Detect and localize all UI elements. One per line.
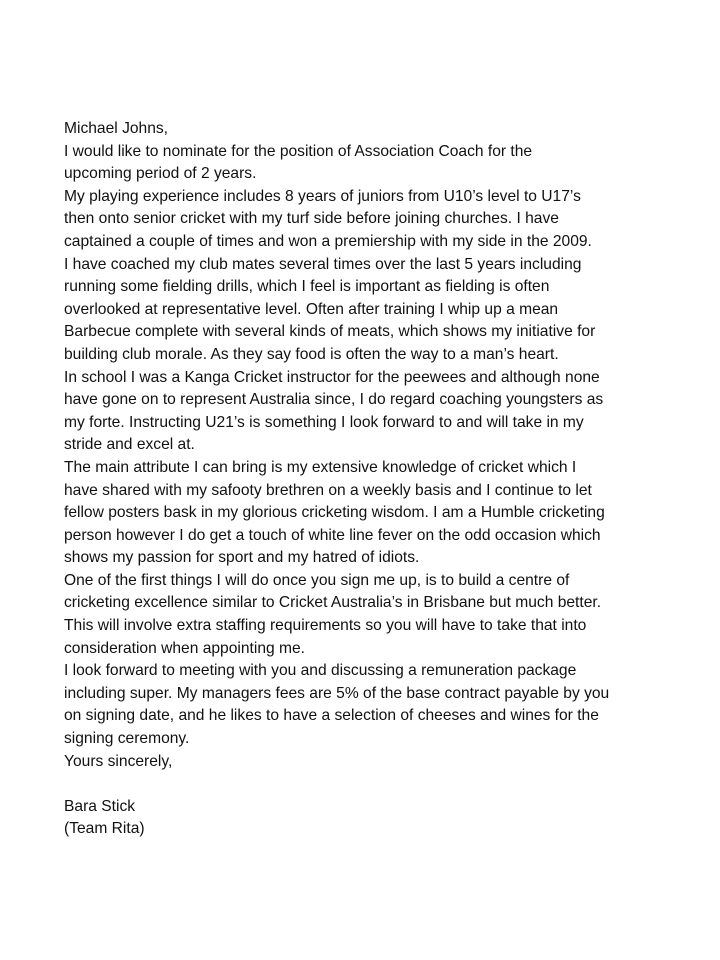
text-line: consideration when appointing me. <box>64 639 305 657</box>
text-line: My playing experience includes 8 years of juniors from U10’s level to U17’s <box>64 187 581 205</box>
text-line: fellow posters bask in my glorious cricketing wisdom. I am a Humble cricketing <box>64 504 605 522</box>
text-line: shows my passion for sport and my hatred of idiots. <box>64 549 420 567</box>
text-line: my forte. Instructing U21’s is something I look forward to and will take in my <box>64 413 584 431</box>
closing: Yours sincerely, <box>64 752 173 770</box>
text-line: cricketing excellence similar to Cricket Australia’s in Brisbane but much better. <box>64 594 602 612</box>
signature-name: Bara Stick <box>64 797 136 815</box>
text-line: This will involve extra staffing requirements so you will have to take that into <box>64 617 587 635</box>
paragraph <box>64 367 664 457</box>
text-line: person however I do get a touch of white line fever on the odd occasion which <box>64 526 601 544</box>
text-line: including super. My managers fees are 5% of the base contract payable by you <box>64 684 610 702</box>
text-line: on signing date, and he likes to have a selection of cheeses and wines for the <box>64 707 599 725</box>
paragraph <box>64 570 664 660</box>
text-line: I have coached my club mates several times over the last 5 years including <box>64 255 582 273</box>
text-line: I would like to nominate for the position of Association Coach for the <box>64 142 533 160</box>
letter-paragraphs <box>64 141 664 751</box>
text-line: The main attribute I can bring is my extensive knowledge of cricket which I <box>64 458 577 476</box>
text-line: captained a couple of times and won a premiership with my side in the 2009. <box>64 232 592 250</box>
signature-team: (Team Rita) <box>64 820 145 838</box>
text-line: In school I was a Kanga Cricket instructor for the peewees and although none <box>64 368 600 386</box>
text-line: have shared with my safooty brethren on a weekly basis and I continue to let <box>64 481 592 499</box>
text-line: then onto senior cricket with my turf side before joining churches. I have <box>64 210 559 228</box>
text-line: Barbecue complete with several kinds of meats, which shows my initiative for <box>64 323 596 341</box>
spacer <box>64 773 664 796</box>
text-line: upcoming period of 2 years. <box>64 165 257 183</box>
text-line: running some fielding drills, which I feel is important as fielding is often <box>64 278 550 296</box>
paragraph <box>64 141 664 186</box>
paragraph <box>64 457 664 570</box>
paragraph <box>64 660 664 750</box>
text-line: building club morale. As they say food is often the way to a man’s heart. <box>64 345 559 363</box>
text-line: stride and excel at. <box>64 436 195 454</box>
paragraph <box>64 186 664 367</box>
text-line: have gone on to represent Australia since, I do regard coaching youngsters as <box>64 391 604 409</box>
salutation: Michael Johns, <box>64 120 169 137</box>
text-line: overlooked at representative level. Often after training I whip up a mean <box>64 300 559 318</box>
letter-body <box>64 118 664 841</box>
text-line: signing ceremony. <box>64 730 190 748</box>
text-line: I look forward to meeting with you and discussing a remuneration package <box>64 662 577 680</box>
text-line: One of the first things I will do once you sign me up, is to build a centre of <box>64 571 570 589</box>
